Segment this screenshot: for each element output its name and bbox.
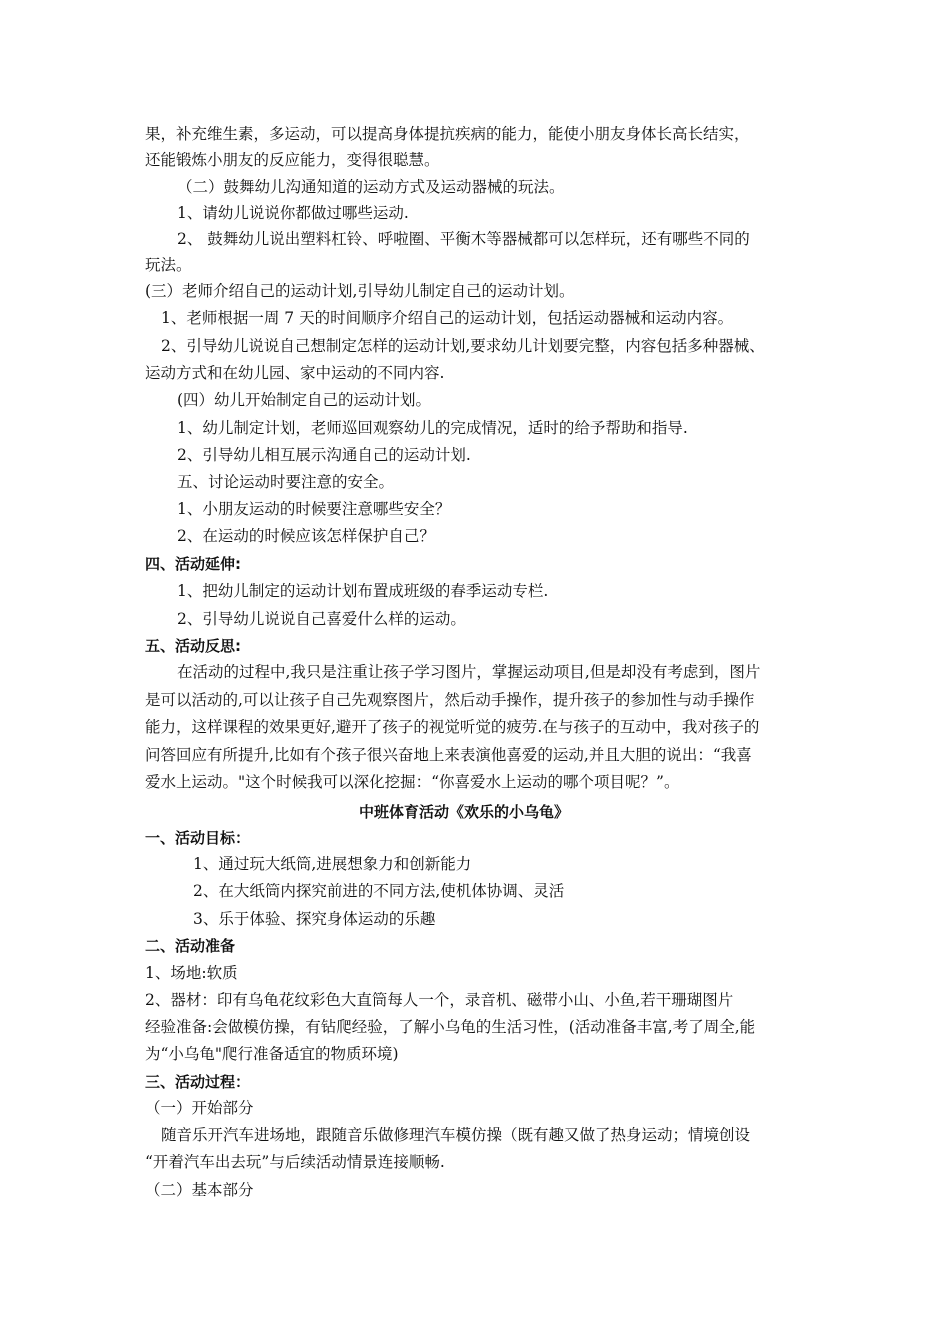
paragraph-line: 运动方式和在幼儿园、家中运动的不同内容.	[145, 364, 445, 382]
paragraph-line: 是可以活动的,可以让孩子自己先观察图片，然后动手操作，提升孩子的参加性与动手操作	[145, 691, 755, 709]
list-item: 2、引导幼儿说说自己喜爱什么样的运动。	[177, 610, 466, 628]
activity-title: 中班体育活动《欢乐的小乌龟》	[359, 803, 570, 821]
list-item: 3、乐于体验、探究身体运动的乐趣	[193, 910, 436, 928]
list-item: 2、在运动的时候应该怎样保护自己？	[177, 527, 435, 545]
section-heading: （二）鼓舞幼儿沟通知道的运动方式及运动器械的玩法。	[177, 178, 565, 196]
list-item: 1、通过玩大纸筒,进展想象力和创新能力	[193, 855, 472, 873]
section-heading-bold: 一、活动目标：	[145, 829, 251, 847]
section-heading: 五、讨论运动时要注意的安全。	[177, 473, 395, 491]
list-item: 1、老师根据一周 7 天的时间顺序介绍自己的运动计划，包括运动器械和运动内容。	[161, 309, 734, 327]
list-item: 2、引导幼儿相互展示沟通自己的运动计划.	[177, 446, 471, 464]
list-item: 1、幼儿制定计划，老师巡回观察幼儿的完成情况，适时的给予帮助和指导.	[177, 419, 688, 437]
section-heading-bold: 四、活动延伸:	[145, 555, 241, 573]
paragraph-line: 玩法。	[145, 256, 192, 274]
section-heading: (三）老师介绍自己的运动计划,引导幼儿制定自己的运动计划。	[145, 282, 575, 300]
list-item: 2、引导幼儿说说自己想制定怎样的运动计划,要求幼儿计划要完整，内容包括多种器械、	[161, 337, 765, 355]
section-heading-bold: 二、活动准备	[145, 937, 236, 955]
section-heading: (四）幼儿开始制定自己的运动计划。	[177, 391, 432, 409]
list-item: 1、小朋友运动的时候要注意哪些安全？	[177, 500, 451, 518]
list-item: 1、请幼儿说说你都做过哪些运动.	[177, 204, 409, 222]
paragraph-line: 随音乐开汽车进场地，跟随音乐做修理汽车模仿操（既有趣又做了热身运动；情境创设	[161, 1126, 751, 1144]
paragraph-line: 爱水上运动。"这个时候我可以深化挖掘：“你喜爱水上运动的哪个项目呢？”。	[145, 773, 680, 791]
paragraph-line: 在活动的过程中,我只是注重让孩子学习图片，掌握运动项目,但是却没有考虑到，图片	[177, 663, 761, 681]
paragraph-line: 还能锻炼小朋友的反应能力，变得很聪慧。	[145, 151, 440, 169]
list-item: 2、器材：印有乌龟花纹彩色大直筒每人一个，录音机、磁带小山、小鱼,若干珊瑚图片	[145, 991, 734, 1009]
section-heading-bold: 五、活动反思:	[145, 637, 241, 655]
paragraph-line: “开着汽车出去玩”与后续活动情景连接顺畅.	[145, 1153, 445, 1171]
paragraph-line: 问答回应有所提升,比如有个孩子很兴奋地上来表演他喜爱的运动,并且大胆的说出：“我喜	[145, 746, 752, 764]
list-item: 1、场地:软质	[145, 964, 238, 982]
section-heading: （二）基本部分	[145, 1181, 254, 1199]
paragraph-line: 经验准备:会做模仿操，有钻爬经验，了解小乌龟的生活习性，(活动准备丰富,考了周全,能	[145, 1018, 756, 1036]
paragraph-line: 果，补充维生素，多运动，可以提高身体提抗疾病的能力，能使小朋友身体长高长结实，	[145, 125, 750, 143]
list-item: 2、 鼓舞幼儿说出塑料杠铃、呼啦圈、平衡木等器械都可以怎样玩，还有哪些不同的	[177, 230, 750, 248]
section-heading: （一）开始部分	[145, 1099, 254, 1117]
paragraph-line: 能力，这样课程的效果更好,避开了孩子的视觉听觉的疲劳.在与孩子的互动中，我对孩子的	[145, 718, 760, 736]
paragraph-line: 为“小乌龟"爬行准备适宜的物质环境)	[145, 1045, 399, 1063]
list-item: 1、把幼儿制定的运动计划布置成班级的春季运动专栏.	[177, 582, 549, 600]
list-item: 2、在大纸筒内探究前进的不同方法,使机体协调、灵活	[193, 882, 565, 900]
section-heading-bold: 三、活动过程：	[145, 1073, 251, 1091]
